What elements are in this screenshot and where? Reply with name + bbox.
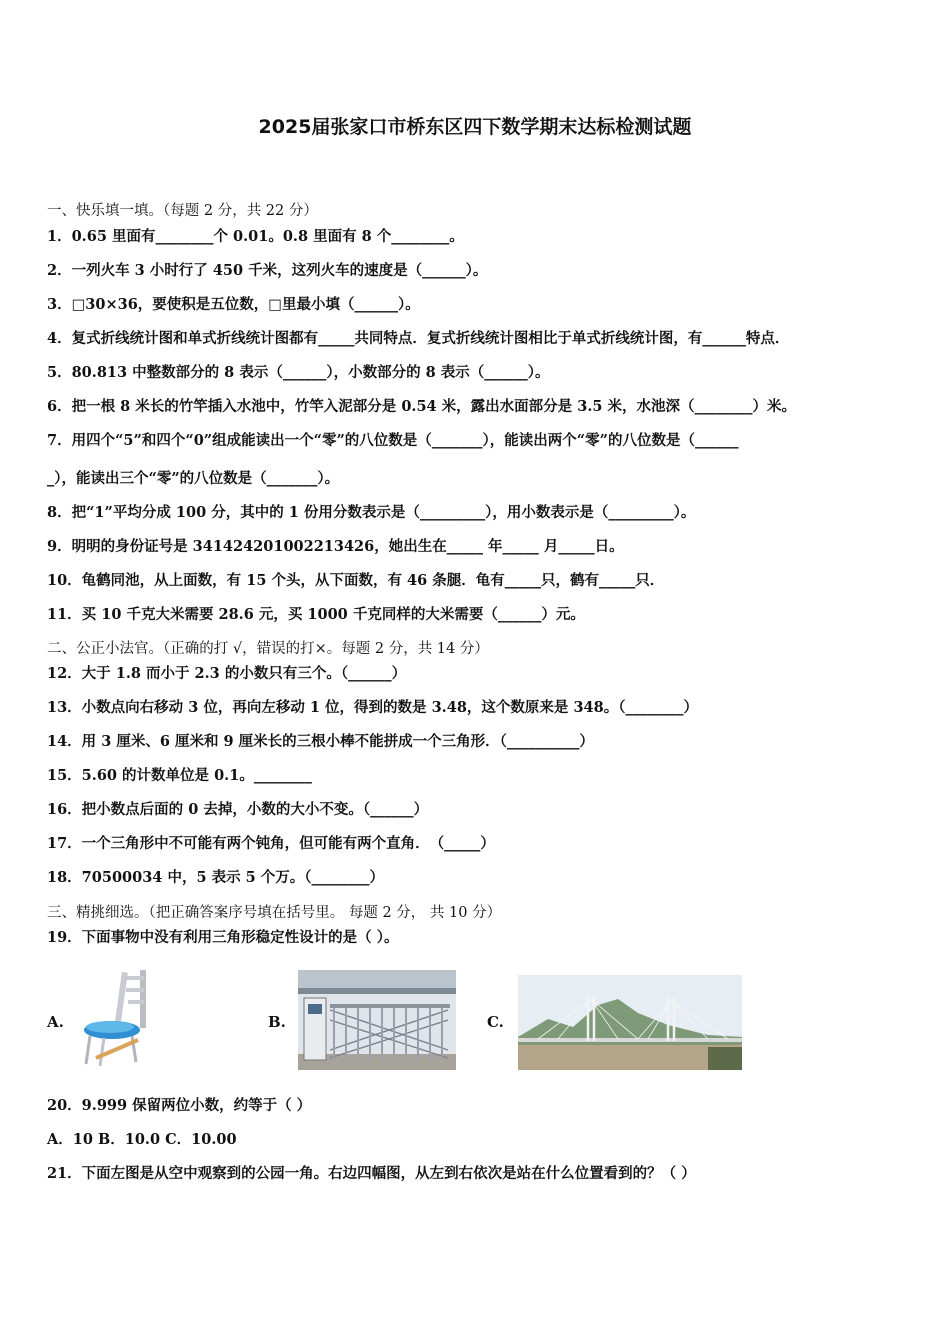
- question-5: 5．80.813 中整数部分的 8 表示（______），小数部分的 8 表示（______）。: [47, 364, 550, 381]
- question-10: 10．龟鹤同池，从上面数，有 15 个头，从下面数，有 46 条腿．龟有_____只，鹤有_____只．: [47, 572, 665, 589]
- question-4: 4．复式折线统计图和单式折线统计图都有_____共同特点．复式折线统计图相比于单式折线统计图，有______特点．: [47, 330, 790, 347]
- question-2: 2．一列火车 3 小时行了 450 千米，这列火车的速度是（______）。: [47, 262, 488, 279]
- question-20: 20．9.999 保留两位小数，约等于（ ）: [47, 1097, 312, 1114]
- question-18: 18．70500034 中，5 表示 5 个万。（________）: [47, 869, 385, 886]
- question-13: 13．小数点向右移动 3 位，再向左移动 1 位，得到的数是 3.48，这个数原来是 348。（________）: [47, 699, 698, 716]
- section-2-heading: 二、公正小法官。（正确的打 √，错误的打×。每题 2 分，共 14 分）: [47, 641, 489, 657]
- question-15: 15．5.60 的计数单位是 0.1。________: [47, 767, 312, 784]
- option-a-label: A.: [47, 1013, 64, 1031]
- section-1-heading: 一、快乐填一填。（每题 2 分，共 22 分）: [47, 203, 318, 219]
- question-7-line-1: 7．用四个“5”和四个“0”组成能读出一个“零”的八位数是（_______），能读出两个“零”的八位数是（______: [47, 432, 739, 449]
- question-21: 21．下面左图是从空中观察到的公园一角。右边四幅图，从左到右依次是站在什么位置看到的？（ ）: [47, 1165, 696, 1182]
- folding-gate-image: [298, 970, 456, 1070]
- question-11: 11．买 10 千克大米需要 28.6 元，买 1000 千克同样的大米需要（______）元。: [47, 606, 585, 623]
- option-c-label: C.: [487, 1013, 504, 1031]
- question-17: 17．一个三角形中不可能有两个钝角，但可能有两个直角． （_____）: [47, 835, 495, 852]
- question-20-options: A．10 B．10.0 C．10.00: [47, 1131, 237, 1148]
- page-title: 2025届张家口市桥东区四下数学期末达标检测试题: [258, 116, 692, 138]
- option-b-label: B.: [268, 1013, 286, 1031]
- question-8: 8．把“1”平均分成 100 分，其中的 1 份用分数表示是（_________），用小数表示是（_________）。: [47, 504, 696, 521]
- bridge-image: [518, 975, 742, 1070]
- question-14: 14．用 3 厘米、6 厘米和 9 厘米长的三根小棒不能拼成一个三角形．（__________）: [47, 733, 594, 750]
- question-7-line-2: _），能读出三个“零”的八位数是（_______）。: [47, 470, 340, 487]
- chair-image: [80, 966, 156, 1068]
- question-1: 1．0.65 里面有________个 0.01。0.8 里面有 8 个________。: [47, 228, 464, 245]
- question-6: 6．把一根 8 米长的竹竿插入水池中，竹竿入泥部分是 0.54 米，露出水面部分是 3.5 米，水池深（________）米。: [47, 398, 797, 415]
- question-12: 12．大于 1.8 而小于 2.3 的小数只有三个。（______）: [47, 665, 407, 682]
- question-9: 9．明明的身份证号是 341424201002213426，她出生在_____ 年_____ 月_____日。: [47, 538, 624, 555]
- question-16: 16．把小数点后面的 0 去掉，小数的大小不变。（______）: [47, 801, 429, 818]
- question-3: 3．□30×36，要使积是五位数，□里最小填（______）。: [47, 296, 420, 313]
- question-19: 19．下面事物中没有利用三角形稳定性设计的是（ ）。: [47, 929, 399, 946]
- section-3-heading: 三、精挑细选。（把正确答案序号填在括号里。 每题 2 分， 共 10 分）: [47, 905, 502, 921]
